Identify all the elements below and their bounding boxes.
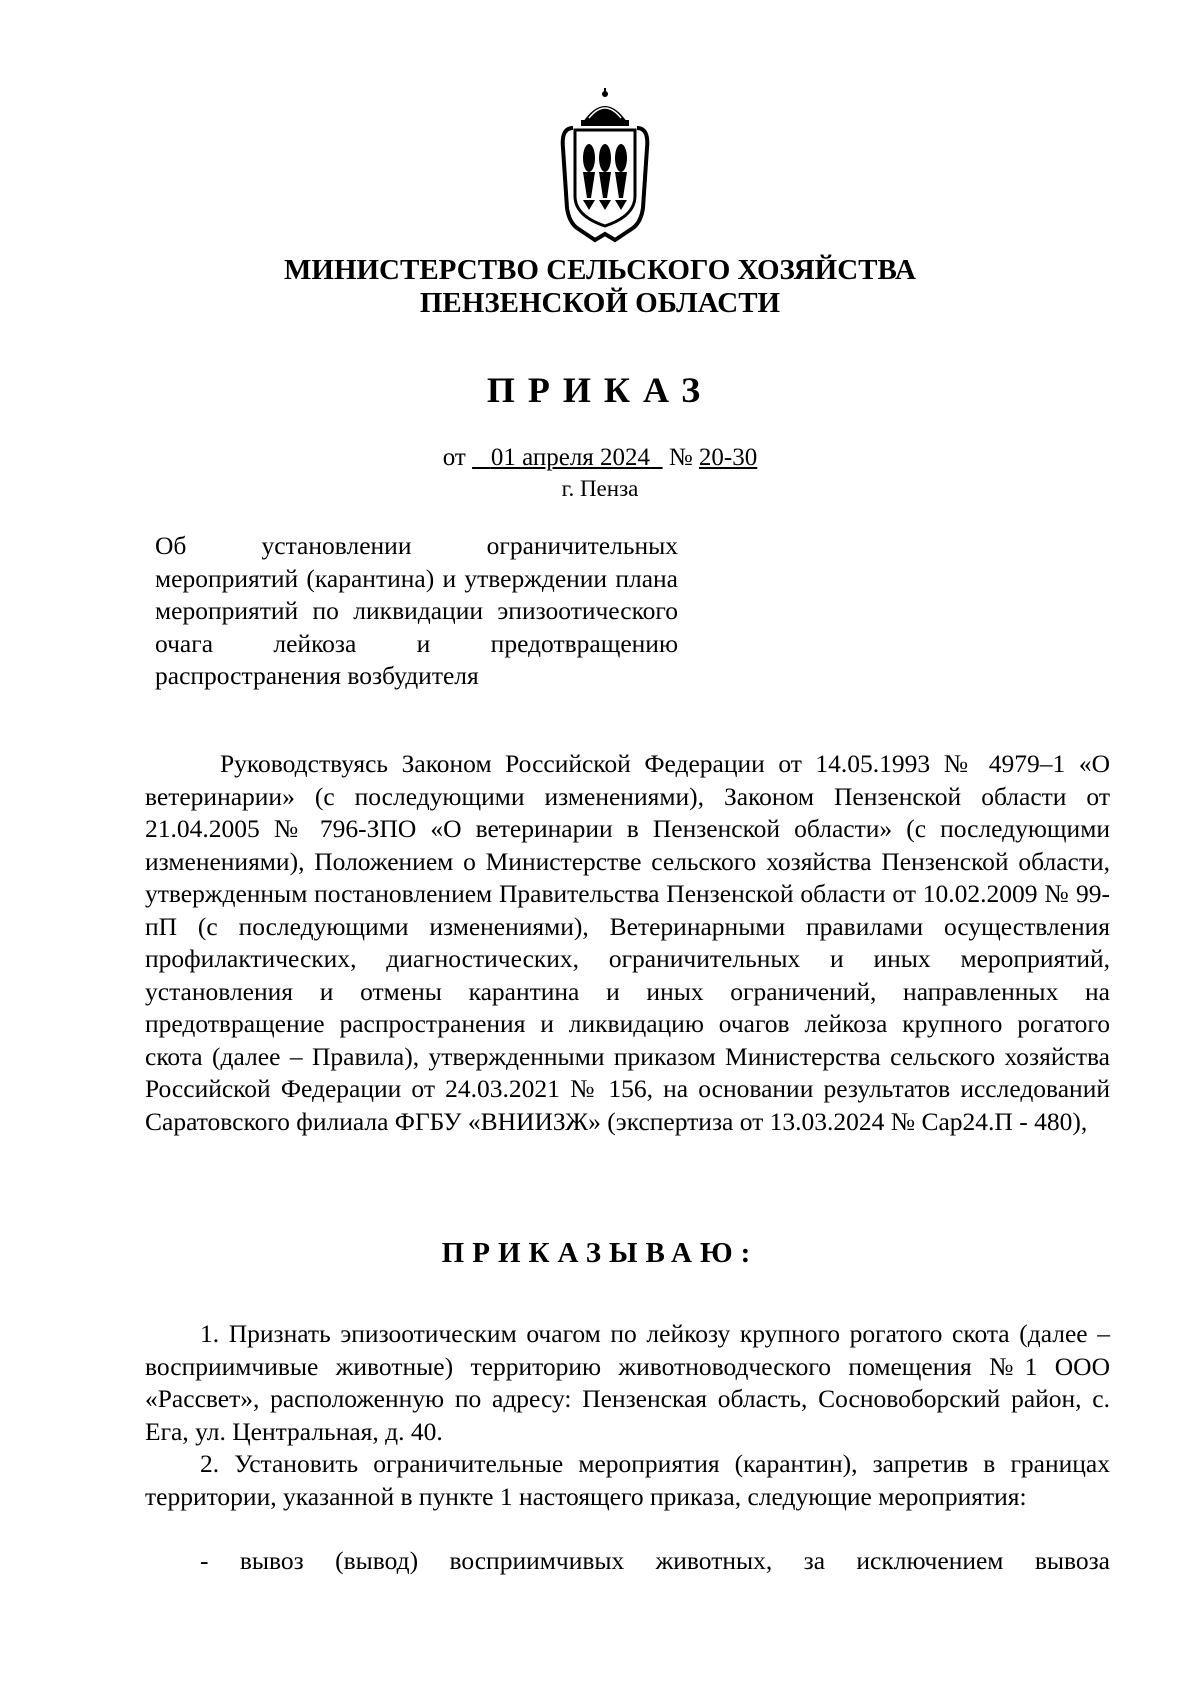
order-item-2: 2. Установить ограничительные мероприятия (карантин), запретив в границах территории, указанной в пункте 1 настоящего приказа, следующие мероприятия:	[145, 1449, 1110, 1511]
ministry-name-line1: МИНИСТЕРСТВО СЕЛЬСКОГО ХОЗЯЙСТВА	[284, 254, 916, 286]
order-date: 01 апреля 2024	[490, 444, 651, 471]
coat-of-arms-icon	[555, 88, 655, 246]
document-title: ПРИКАЗ	[486, 370, 714, 410]
order-preamble: Руководствуясь Законом Российской Федерации от 14.05.1993 № 4979–1 «О ветеринарии» (с последующими изменениями), Законом Пензенской области от 21.04.2005 № 796-ЗПО «О ветеринарии в Пензенской области» (с последующими изменениями), Положением о Министерстве сельского хозяйства Пензенской области, утвержденным постановлением Правительства Пензенской области от 10.02.2009 № 99-пП (с последующими изменениями), Ветеринарными правилами осуществления профилактических, диагностических, ограничительных и иных мероприятий, установления и отмены карантина и иных ограничений, направленных на предотвращение распространения и ликвидацию очагов лейкоза крупного рогатого скота (далее – Правила), утвержденными приказом Министерства сельского хозяйства Российской Федерации от 24.03.2021 № 156, на основании результатов исследований Саратовского филиала ФГБУ «ВНИИЗЖ» (экспертиза от 13.03.2024 № Сар24.П - 480),	[145, 749, 1110, 1136]
order-date-number-line	[0, 444, 1200, 472]
order-directive-heading: ПРИКАЗЫВАЮ:	[441, 1237, 759, 1269]
order-subject: Об установлении ограничительных мероприятий (карантина) и утверждении плана мероприятий по ликвидации эпизоотического очага лейкоза и предотвращению распространения возбудителя	[155, 531, 678, 690]
order-item-1: 1. Признать эпизоотическим очагом по лейкозу крупного рогатого скота (далее – восприимчивые животные) территорию животноводческого помещения №1 ООО «Рассвет», расположенную по адресу: Пензенская область, Сосновоборский район, с. Ега, ул. Центральная, д. 40.	[145, 1319, 1110, 1446]
order-city: г. Пенза	[561, 476, 639, 501]
order-item-2-bullet: - вывоз (вывод) восприимчивых животных, за исключением вывоза	[200, 1546, 1110, 1575]
order-number: 20-30	[698, 444, 758, 471]
ministry-name-line2: ПЕНЗЕНСКОЙ ОБЛАСТИ	[419, 287, 781, 319]
date-prefix: от	[442, 444, 466, 471]
number-prefix: №	[668, 444, 693, 471]
